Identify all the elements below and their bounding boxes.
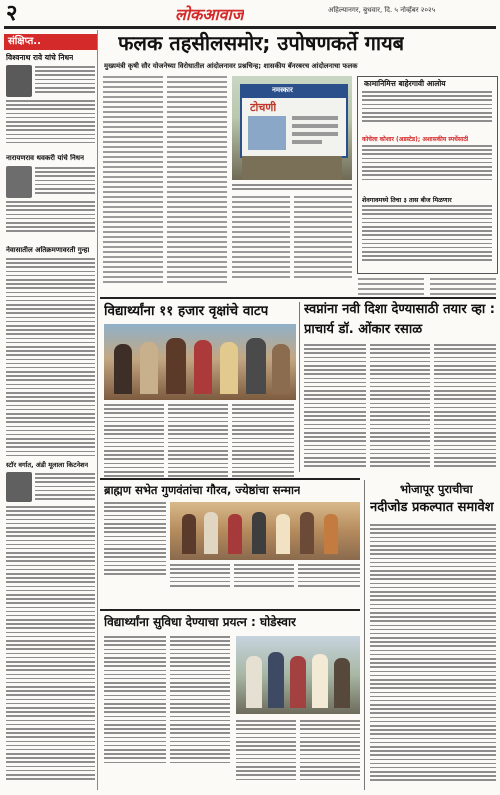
brief-photo-1 [6,65,32,97]
lead-body-col4 [294,196,352,281]
brief-column [4,30,98,790]
lead-photo [232,76,352,180]
brief-headline-1: विश्वनाथ रावे यांचे निधन [6,53,74,62]
tree-body-col1 [104,404,164,479]
dream-headline: स्वप्नांना नवी दिशा देण्यासाठी तयार व्हा : प्राचार्य डॉ. ओंकार रसाळ [304,302,495,337]
lead-body-col2 [167,76,227,286]
bhojapur-body [370,524,496,784]
facilities-body-col3 [236,720,296,783]
brahman-body-col2 [170,564,230,589]
banner-title: टोचणी [250,101,277,114]
tree-photo [104,324,296,400]
sidebar-body-1 [362,91,492,125]
dream-headline-line1 [304,300,496,340]
sidebar-box [357,76,498,274]
brief-headline-2: नारायणराव थवकरी यांचे निधन [6,154,84,162]
sidebar-body-2 [362,145,492,183]
brahman-headline: ब्राह्मण सभेत गुणवंतांचा गौरव, ज्येष्ठांचा सन्मान [104,483,301,497]
dream-body-col3 [434,344,496,470]
edition-info: अहिल्यानगर, बुधवार, दि. ५ नोव्हेंबर २०२५ [328,6,436,14]
sidebar-subhead-1: कोचेला कोशार (अडस्टेड); अशासकीय स्पर्धेसाठी [362,136,469,143]
lead-caption [232,184,352,192]
divider-v2 [364,480,365,790]
divider-3 [100,609,360,611]
facilities-body-col4 [300,720,360,783]
sidebar-tail-1 [358,278,424,298]
facilities-body-col1 [104,636,166,766]
divider-v1 [299,302,300,472]
page-number: २ [6,2,18,26]
sidebar-subhead-2: शेवगावमध्ये तिचा ३ तास बीज मिळणार [362,197,452,204]
divider-1 [100,297,496,299]
divider-2 [100,478,360,480]
brief-photo-2 [6,166,32,198]
lead-subhead: मुख्यमंत्री कृषी सौर योजनेच्या विरोधातील आंदोलनावर प्रश्नचिन्ह; शासकीय बॅनरबरच आंदोलनाचा फलक [104,62,358,70]
tree-body-col3 [232,404,294,479]
brahman-body-col3 [234,564,294,589]
sidebar-heading: कामानिमित्त बाहेरगावी आलोय [364,79,446,88]
tree-headline: विद्यार्थ्यांना ११ हजार वृक्षांचे वाटप [104,303,269,319]
brief-body-3 [6,258,95,459]
masthead-rule [4,26,496,29]
brief-headline-4: स्टॉर वर्गात, अंडी मूलाला किटनेशन [6,461,89,469]
lead-body-col1 [103,76,163,286]
brief-section-label: संक्षिप्त.. [4,34,97,50]
brief-photo-4 [6,472,32,502]
bhojapur-headline-2: नदीजोड प्रकल्पात समावेश [370,500,494,515]
brief-headline-3: नेवासातील अतिक्रमणावरती गुन्हा [6,246,90,254]
brahman-body-col4 [298,564,360,589]
brahman-body-col1 [104,502,166,577]
brahman-photo [170,502,360,560]
sidebar-tail-2 [430,278,496,298]
facilities-body-col2 [170,636,230,766]
dream-body-col1 [304,344,366,470]
brief-body-2 [35,167,95,196]
lead-banner [240,84,348,158]
tree-body-col2 [168,404,228,479]
sidebar-body-3 [362,205,492,264]
banner-greeting: नमस्कार [272,86,293,94]
paper-name: लोकआवाज [175,5,244,24]
lead-headline: फलक तहसीलसमोर; उपोषणकर्ते गायब [118,31,405,55]
brief-body-1 [35,66,95,95]
bhojapur-headline-1: भोजापूर पुराचीचा [400,482,473,496]
facilities-headline: विद्यार्थ्यांना सुविधा देण्याचा प्रयत्न : घोडेस्वार [104,615,296,629]
facilities-photo [236,636,360,714]
dream-body-col2 [370,344,430,470]
brief-body-4 [35,473,95,502]
lead-body-col3 [232,196,290,281]
